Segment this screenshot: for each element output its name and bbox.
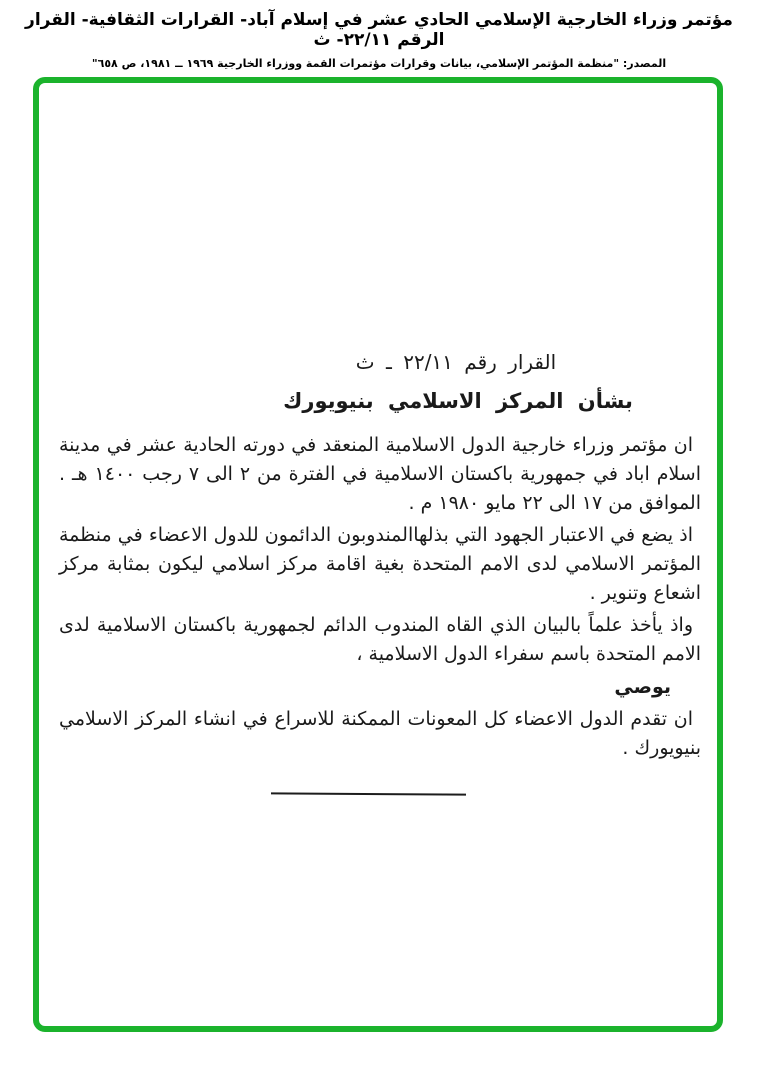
paragraph-preamble-1: ان مؤتمر وزراء خارجية الدول الاسلامية المنعقد في دورته الحادية عشر في مدينة اسلام اباد في جمهورية باكستان الاسلامية في الفترة من ٢ الى ٧ رجب ١٤٠٠ هـ . الموافق من ١٧ الى ٢٢ مايو ١٩٨٠ م . xyxy=(59,434,701,514)
recommendation-heading: يوصي xyxy=(614,676,671,698)
paragraph-preamble-3: واذ يأخذ علماً بالبيان الذي القاه المندوب الدائم لجمهورية باكستان الاسلامية لدى الامم المتحدة باسم سفراء الدول الاسلامية ، xyxy=(59,614,701,665)
document-scan xyxy=(39,83,717,795)
citation-source: المصدر: "منظمة المؤتمر الإسلامي، بيانات وقرارات مؤتمرات القمة ووزراء الخارجية ١٩٦٩ ــ ١٩٨١، ص ٦٥٨" xyxy=(91,57,667,70)
paragraph-recommendation: ان تقدم الدول الاعضاء كل المعونات الممكنة للاسراع في انشاء المركز الاسلامي بنيويورك . xyxy=(59,708,701,759)
end-divider xyxy=(270,792,465,795)
citation-header xyxy=(0,10,758,70)
resolution-number: القرار رقم ٢٢/١١ ـ ث xyxy=(355,350,557,374)
resolution-subject: بشأن المركز الاسلامي بنيويورك xyxy=(283,389,633,413)
document-frame xyxy=(33,77,723,1032)
citation-title: مؤتمر وزراء الخارجية الإسلامي الحادي عشر في إسلام آباد- القرارات الثقافية- القرار الرقم ٢٢/١١- ث xyxy=(25,10,733,50)
paragraph-preamble-2: اذ يضع في الاعتبار الجهود التي بذلهاالمندوبون الدائمون للدول الاعضاء في منظمة المؤتمر الاسلامي لدى الامم المتحدة بغية اقامة مركز اسلامي ليكون بمثابة مركز اشعاع وتنوير . xyxy=(59,524,701,604)
